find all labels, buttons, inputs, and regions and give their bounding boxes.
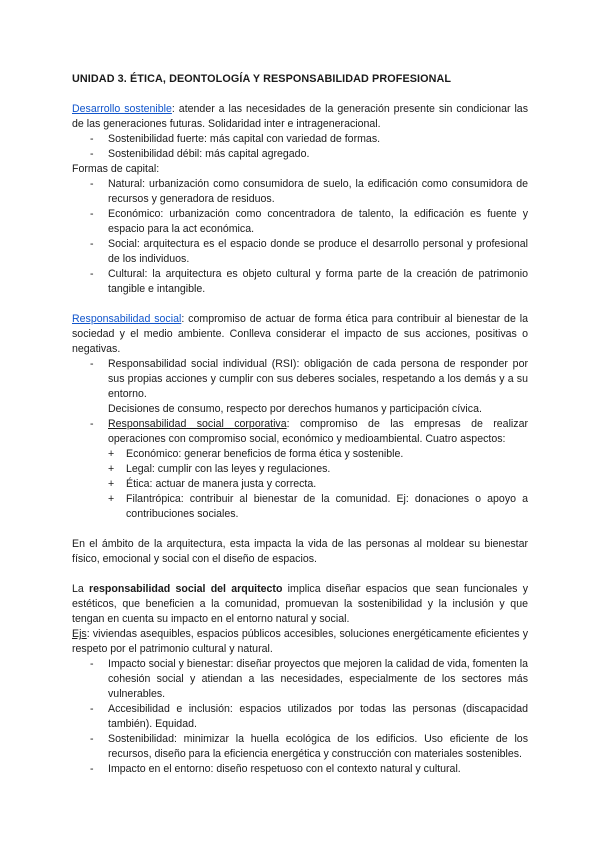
ejemplos-paragraph: Ejs: viviendas asequibles, espacios públicos accesibles, soluciones energéticamente eficientes y respeto por el patrimonio cultural y natural. xyxy=(72,628,528,655)
list-item: + Ética: actuar de manera justa y correcta. xyxy=(108,478,317,490)
desarrollo-sostenible-paragraph xyxy=(72,102,528,132)
dash-bullet: - xyxy=(90,133,94,145)
list-item: - Sostenibilidad: minimizar la huella ecológica de los edificios. Uso eficiente de los recursos, diseño para la eficiencia energética y construcción con materiales sostenibles. xyxy=(90,733,528,760)
dash-bullet: - xyxy=(90,238,94,250)
ejemplos-label: Ejs xyxy=(72,628,87,640)
page-title: UNIDAD 3. ÉTICA, DEONTOLOGÍA Y RESPONSABILIDAD PROFESIONAL xyxy=(72,73,452,85)
list-item: - Impacto en el entorno: diseño respetuoso con el contexto natural y cultural. xyxy=(90,763,461,775)
rsi-extra: Decisiones de consumo, respecto por derechos humanos y participación cívica. xyxy=(108,403,482,415)
arquitectura-paragraph: En el ámbito de la arquitectura, esta impacta la vida de las personas al moldear su bienestar físico, emocional y social con el diseño de espacios. xyxy=(72,538,528,565)
rsc-term: Responsabilidad social corporativa xyxy=(108,418,287,430)
list-item: - Accesibilidad e inclusión: espacios utilizados por todas las personas (discapacidad también). Equidad. xyxy=(90,703,528,730)
dash-bullet: - xyxy=(90,703,94,715)
list-item-rsi: - Responsabilidad social individual (RSI): obligación de cada persona de responder por sus propias acciones y cumplir con sus deberes sociales, respetando a los demás y a su entorno. Decisiones de consumo, respecto por derechos humanos y participación cívica. xyxy=(90,358,528,415)
spacer xyxy=(72,297,528,312)
dash-bullet: - xyxy=(90,733,94,745)
dash-bullet: - xyxy=(90,268,94,280)
spacer xyxy=(72,522,528,537)
dash-bullet: - xyxy=(90,148,94,160)
responsabilidad-arquitecto-term: responsabilidad social del arquitecto xyxy=(89,583,283,595)
list-item-rsc: - Responsabilidad social corporativa: compromiso de las empresas de realizar operaciones con compromiso social, económico y medioambiental. Cuatro aspectos: + Económico: generar beneficios de forma ética y sostenible. + Legal: cumplir con las leyes y regulaciones. + Ética: actuar de manera justa y correcta. + Filantrópica: contribuir al bienestar de la comunidad. Ej: donaciones o apoyo a contribuciones sociales. xyxy=(90,418,528,520)
list-item: + Legal: cumplir con las leyes y regulaciones. xyxy=(108,463,331,475)
dash-bullet: - xyxy=(90,763,94,775)
responsabilidad-social-link[interactable]: Responsabilidad social xyxy=(72,313,182,325)
responsabilidad-social-paragraph xyxy=(72,312,528,357)
list-item: - Cultural: la arquitectura es objeto cultural y forma parte de la creación de patrimonio tangible e intangible. xyxy=(90,268,528,295)
plus-bullet: + xyxy=(108,493,115,505)
plus-bullet: + xyxy=(108,448,115,460)
list-item: - Natural: urbanización como consumidora de suelo, la edificación como consumidora de recursos y generadora de residuos. xyxy=(90,178,528,205)
list-item: - Sostenibilidad fuerte: más capital con variedad de formas. xyxy=(90,133,381,145)
plus-bullet: + xyxy=(108,463,115,475)
plus-bullet: + xyxy=(108,478,115,490)
list-item: - Sostenibilidad débil: más capital agregado. xyxy=(90,148,310,160)
dash-bullet: - xyxy=(90,178,94,190)
desarrollo-sostenible-definition: : atender a las necesidades de la generación presente sin condicionar las de las generaciones futuras. Solidaridad inter e intrageneracional. xyxy=(72,103,528,130)
document-page xyxy=(72,72,528,777)
dash-bullet: - xyxy=(90,208,94,220)
arquitecto-list xyxy=(72,657,528,777)
responsabilidad-social-definition: : compromiso de actuar de forma ética para contribuir al bienestar de la sociedad y el medio ambiente. Conlleva considerar el impacto de sus acciones, positivas o negativas. xyxy=(72,313,528,355)
list-item: - Económico: urbanización como concentradora de talento, la edificación es fuente y espacio para la act económica. xyxy=(90,208,528,235)
list-item: + Económico: generar beneficios de forma ética y sostenible. xyxy=(108,448,404,460)
dash-bullet: - xyxy=(90,358,94,370)
desarrollo-sostenible-link[interactable]: Desarrollo sostenible xyxy=(72,103,172,115)
aspects-list xyxy=(108,447,528,522)
responsabilidad-list xyxy=(72,357,528,522)
list-item: - Impacto social y bienestar: diseñar proyectos que mejoren la calidad de vida, fomenten la cohesión social y atiendan a las necesidades, especialmente de los sectores más vulnerables. xyxy=(90,658,528,700)
capital-list xyxy=(72,177,528,297)
spacer xyxy=(72,567,528,582)
list-item: + Filantrópica: contribuir al bienestar de la comunidad. Ej: donaciones o apoyo a contribuciones sociales. xyxy=(108,493,528,520)
dash-bullet: - xyxy=(90,418,94,430)
sostenibilidad-list xyxy=(72,132,528,162)
formas-de-capital-heading: Formas de capital: xyxy=(72,163,160,175)
list-item: - Social: arquitectura es el espacio donde se produce el desarrollo personal y profesional de los individuos. xyxy=(90,238,528,265)
dash-bullet: - xyxy=(90,658,94,670)
responsabilidad-arquitecto-paragraph: La responsabilidad social del arquitecto implica diseñar espacios que sean funcionales y estéticos, que beneficien a la comunidad, promuevan la sostenibilidad y la inclusión y que tengan en cuenta su impacto en el entorno natural y social. xyxy=(72,583,528,625)
